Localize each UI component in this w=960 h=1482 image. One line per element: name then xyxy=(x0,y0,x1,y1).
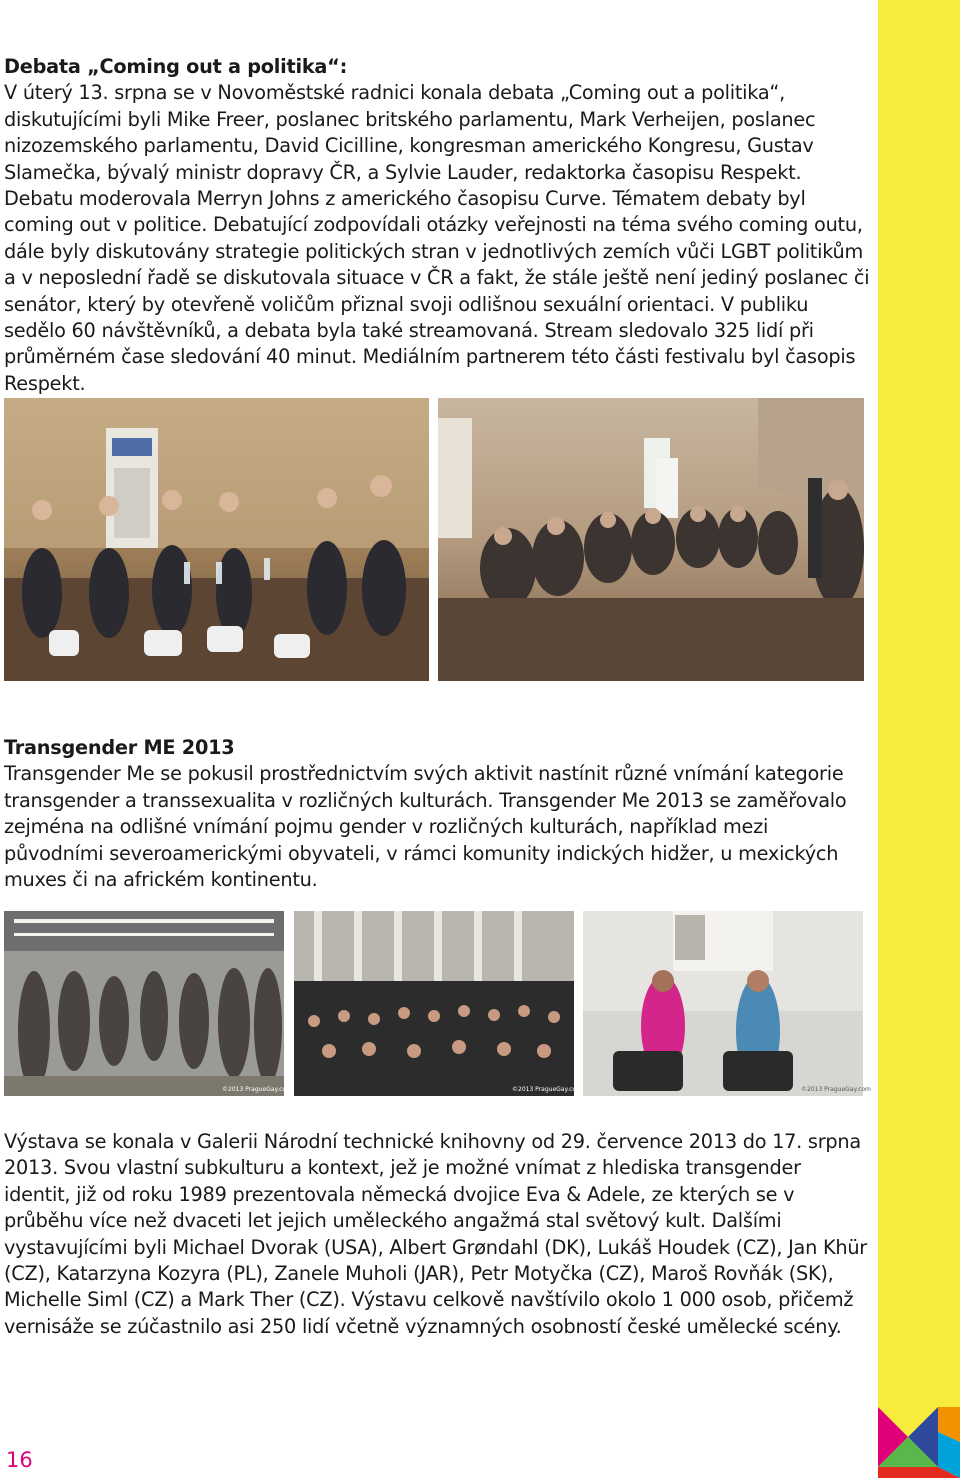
photo-caption: ©2013 PragueGay.com xyxy=(512,1086,582,1093)
photo-caption: ©2013 PragueGay.com xyxy=(222,1086,292,1093)
debate-audience-photo xyxy=(438,398,864,681)
section-body: Transgender Me se pokusil prostřednictvím svých aktivit nastínit různé vnímání kategorie transgender a transsexualita v rozličných kulturách. Transgender Me 2013 se zaměřovalo zejména na odlišné vnímání pojmu gender v rozličných kulturách, například mezi původními severoamerickými obyvateli, v rámci komunity indických hidžer, u mexických muxes či na africkém kontinentu. xyxy=(4,762,847,892)
section-transgender xyxy=(4,735,870,893)
stage-speakers-photo xyxy=(583,911,871,1096)
debate-panel-photo xyxy=(4,398,429,681)
tangram-decoration xyxy=(878,1392,960,1478)
page-number: 16 xyxy=(6,1448,33,1472)
section-heading: Transgender ME 2013 xyxy=(4,736,235,759)
yellow-sidebar xyxy=(878,0,960,1478)
photo-caption: ©2013 PragueGay.com xyxy=(801,1086,871,1093)
section-exhibition xyxy=(4,1129,870,1340)
auditorium-audience-photo xyxy=(294,911,582,1096)
section-debate xyxy=(4,54,870,397)
section-body: Výstava se konala v Galerii Národní technické knihovny od 29. července 2013 do 17. srpna 2013. Svou vlastní subkulturu a kontext, jež je možné vnímat z hlediska transgender identit, již od roku 1989 prezentovala německá dvojice Eva & Adele, ze kterých se v průběhu více než dvaceti let jejich uměleckého angažmá stal světový kult. Dalšími vystavujícími byli Michael Dvorak (USA), Albert Grøndahl (DK), Lukáš Houdek (CZ), Jan Khür (CZ), Katarzyna Kozyra (PL), Zanele Muholi (JAR), Petr Motyčka (CZ), Maroš Rovňák (SK), Michelle Siml (CZ) a Mark Ther (CZ). Výstavu celkově navštívilo okolo 1 000 osob, přičemž vernisáže se zúčastnilo asi 250 lidí včetně významných osobností české umělecké scény. xyxy=(4,1130,867,1338)
section-heading: Debata „Coming out a politika“: xyxy=(4,55,348,78)
exhibition-crowd-photo xyxy=(4,911,292,1096)
section-body: V úterý 13. srpna se v Novoměstské radnici konala debata „Coming out a politika“, diskutujícími byli Mike Freer, poslanec britského parlamentu, Mark Verheijen, poslanec nizozemského parlamentu, David Cicilline, kongresman amerického Kongresu, Gustav Slamečka, bývalý ministr dopravy ČR, a Sylvie Lauder, redaktorka časopisu Respekt. Debatu moderovala Merryn Johns z amerického časopisu Curve. Tématem debaty byl coming out v politice. Debatující zodpovídali otázky veřejnosti na téma svého coming outu, dále byly diskutovány strategie politických stran v jednotlivých zemích vůči LGBT politikům a v neposlední řadě se diskutovala situace v ČR a fakt, že stále ještě není jediný poslanec či senátor, který by otevřeně voličům přiznal svoji odlišnou sexuální orientaci. V publiku sedělo 60 návštěvníků, a debata byla také streamovaná. Stream sledovalo 325 lidí při průměrném čase sledování 40 minut. Mediálním partnerem této části festivalu byl časopis Respekt. xyxy=(4,81,870,395)
